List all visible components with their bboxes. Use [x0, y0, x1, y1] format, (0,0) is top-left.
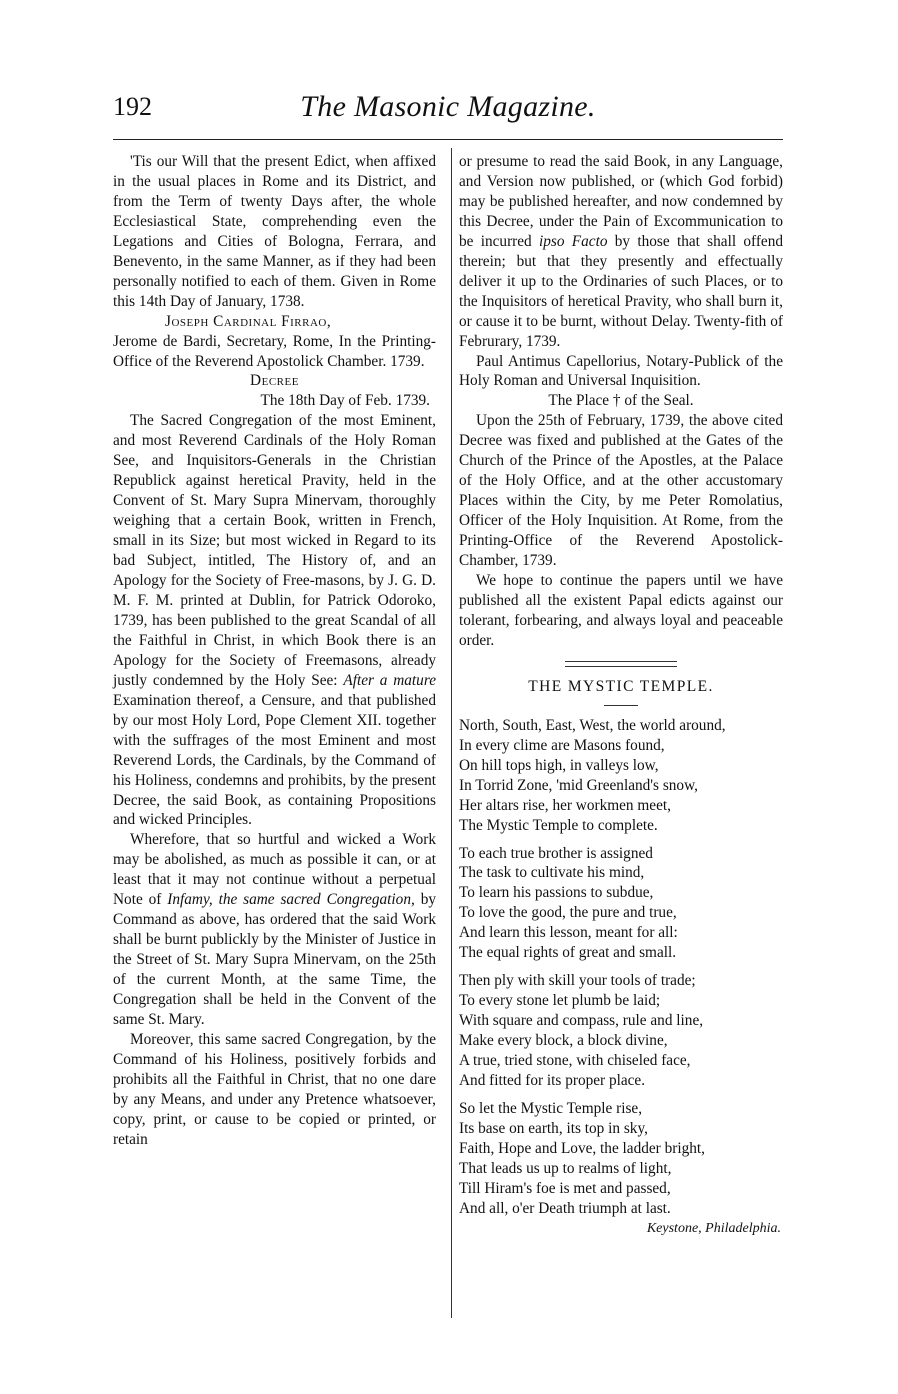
poem-line: To every stone let plumb be laid;: [459, 992, 661, 1010]
poem-line: Her altars rise, her workmen meet,: [459, 796, 671, 814]
poem-line: To love the good, the pure and true,: [459, 904, 677, 922]
poem-line: And all, o'er Death triumph at last.: [459, 1199, 671, 1217]
poem-line: So let the Mystic Temple rise,: [459, 1099, 643, 1117]
left-column: [113, 152, 436, 1150]
poem-line: Its base on earth, its top in sky,: [459, 1119, 648, 1137]
continuation-text-italic: ipso Facto: [539, 232, 608, 250]
title-rule: [604, 705, 638, 706]
decree-text-b: Examination thereof, a Censure, and that published by our most Holy Lord, Pope Clement XII. together with the suffrages of the most Eminent and most Reverend Lords, the Cardinals, by the Command of his Holiness, condemns and prohibits, by the present Decree, the said Book, as containing Propositions and wicked Principles.: [113, 691, 436, 829]
secretary-paragraph: Jerome de Bardi, Secretary, Rome, In the Printing-Office of the Reverend Apostolick Chamber. 1739.: [113, 332, 436, 370]
notary-paragraph: Paul Antimus Capellorius, Notary-Publick of the Holy Roman and Universal Inquisition.: [459, 352, 783, 390]
poem-line: To each true brother is assigned: [459, 844, 653, 862]
poem-line: In Torrid Zone, 'mid Greenland's snow,: [459, 776, 698, 794]
poem-line: Till Hiram's foe is met and passed,: [459, 1179, 671, 1197]
editorial-note: We hope to continue the papers until we have published all the existent Papal edicts against our tolerant, forbearing, and always loyal and peaceable order.: [459, 572, 783, 649]
poem-line: With square and compass, rule and line,: [459, 1012, 704, 1030]
decree-date: The 18th Day of Feb. 1739.: [260, 392, 430, 410]
poem-line: On hill tops high, in valleys low,: [459, 756, 659, 774]
continuation-text-a: or presume to read the said Book, in any Language, and Version now published, or (which God forbid) may be published hereafter, and now condemned by this Decree, under the Pain of Excommunication to be incurred: [459, 153, 783, 250]
poem-stanza-3: [459, 971, 783, 1091]
wherefore-text-a: Wherefore, that so hurtful and wicked a Work may be abolished, as much as possible it can, or at least that it may not continue without a perpetual Note of: [113, 831, 436, 909]
poem-line: A true, tried stone, with chiseled face,: [459, 1052, 691, 1070]
poem-line: To learn his passions to subdue,: [459, 884, 654, 902]
decree-text-italic: After a mature: [343, 671, 437, 689]
poem-line: North, South, East, West, the world around,: [459, 716, 726, 734]
poem-attribution: Keystone, Philadelphia.: [646, 1220, 781, 1236]
poem-line: The equal rights of great and small.: [459, 944, 677, 962]
poem-line: The Mystic Temple to complete.: [459, 816, 658, 834]
poem-title: THE MYSTIC TEMPLE.: [528, 677, 714, 695]
wherefore-text-b: by Command as above, has ordered that the said Work shall be burnt publickly by the Minister of Justice in the Street of St. Mary Supra Minervam, on the 25th of the current Month, at the same Time, the Congregation shall be held in the Convent of the same St. Mary.: [113, 891, 436, 1028]
edict-closing-paragraph: 'Tis our Will that the present Edict, when affixed in the usual places in Rome and its District, and from the Term of twenty Days after, the whole Ecclesiastical State, comprehending even the Legations and Cities of Bologna, Ferrara, and Benevento, in the same Manner, as if they had been personally notified to each of them. Given in Rome this 14th Day of January, 1738.: [113, 153, 436, 310]
running-title: The Masonic Magazine.: [300, 90, 596, 123]
poem-line: Faith, Hope and Love, the ladder bright,: [459, 1139, 705, 1157]
poem-stanza-2: [459, 844, 783, 964]
page-header: [113, 92, 783, 132]
poem-line: In every clime are Masons found,: [459, 736, 665, 754]
column-divider: [451, 148, 452, 1318]
poem-line: The task to cultivate his mind,: [459, 864, 645, 882]
wherefore-paragraph: [113, 830, 436, 1030]
continuation-text-b: by those that shall offend therein; but that they presently and effectually deliver it up to the Ordinaries of such Places, or to the Inquisitors of heretical Pravity, who shall burn it, or cause it to be burnt, without Delay. Twenty-fith of Februrary, 1739.: [459, 232, 784, 350]
poem-line: Then ply with skill your tools of trade;: [459, 972, 696, 990]
decree-text-a: The Sacred Congregation of the most Eminent, and most Reverend Cardinals of the Holy Roman See, and Inquisitors-Generals in the Christian Republick against heretical Pravity, held in the Convent of St. Mary Supra Minervam, thoroughly weighing that a certain Book, written in French, small in its Size; but most wicked in Regard to its bad Subject, intitled, The History of, and an Apology for the Society of Free-masons, by J. G. D. M. F. M. printed at Dublin, for Patrick Odoroko, 1739, has been published to the great Scandal of all the Faithful in Christ, in which Book there is an Apology for the Society of Freemasons, already justly condemned by the Holy See:: [113, 412, 436, 689]
signature-cardinal: Joseph Cardinal Firrao,: [165, 312, 332, 330]
header-rule: [113, 139, 783, 140]
decree-heading: Decree: [250, 372, 299, 390]
poem-stanza-1: [459, 716, 783, 836]
poem-line: And learn this lesson, meant for all:: [459, 924, 678, 942]
page-number: 192: [113, 92, 152, 121]
publication-paragraph: Upon the 25th of February, 1739, the above cited Decree was fixed and published at the Gates of the Church of the Prince of the Apostles, at the Palace of the Holy Office, and at the other accustomary Places within the City, by me Peter Romolatius, Officer of the Holy Inquisition. At Rome, from the Printing-Office of the Reverend Apostolick-Chamber, 1739.: [459, 412, 783, 570]
seal-line: The Place † of the Seal.: [548, 392, 694, 410]
moreover-paragraph: Moreover, this same sacred Congregation, by the Command of his Holiness, positively forbids and prohibits all the Faithful in Christ, that no one dare by any Means, and under any Pretence whatsoever, copy, print, or cause to be copied or printed, or retain: [113, 1030, 436, 1148]
poem-stanza-4: [459, 1099, 783, 1219]
right-column: [459, 152, 783, 1239]
poem-line: That leads us up to realms of light,: [459, 1159, 672, 1177]
continuation-paragraph: [459, 152, 783, 352]
section-divider: [565, 661, 677, 667]
poem-line: And fitted for its proper place.: [459, 1071, 646, 1089]
poem-line: Make every block, a block divine,: [459, 1032, 668, 1050]
decree-paragraph: [113, 411, 436, 830]
wherefore-text-italic: Infamy, the same sacred Congregation,: [167, 891, 415, 909]
